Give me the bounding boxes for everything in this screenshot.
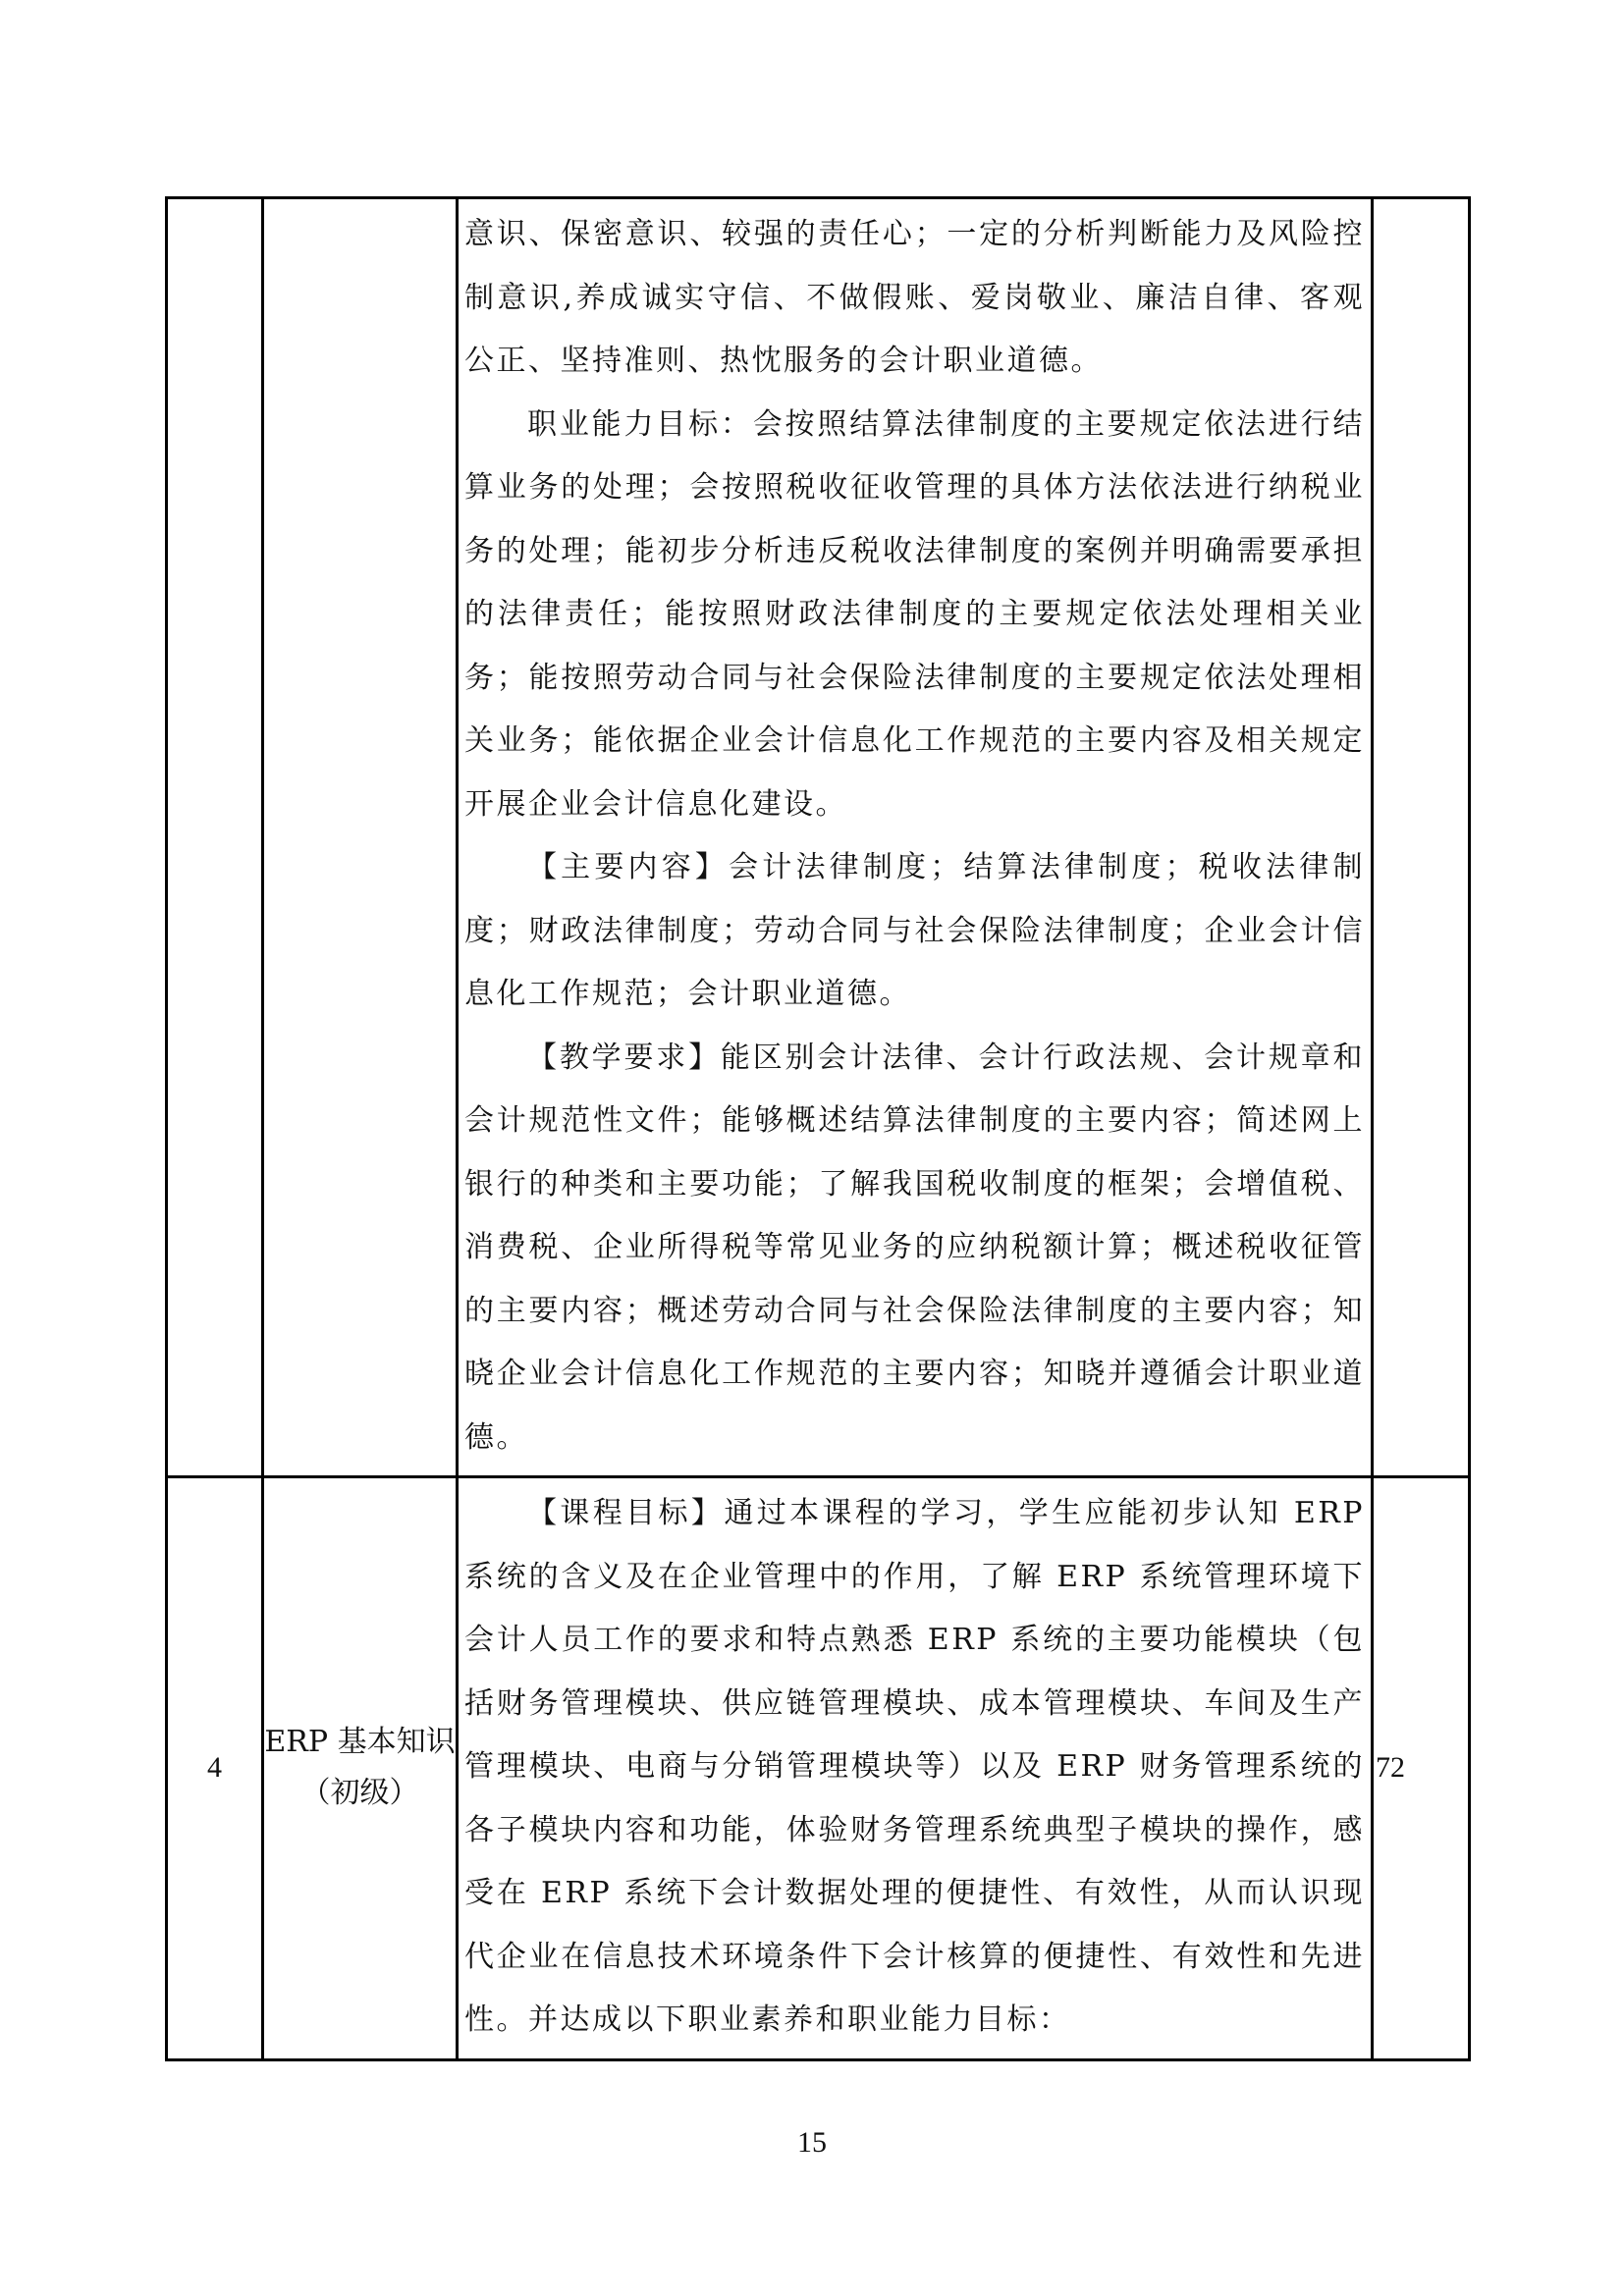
course-hours-cell: 72 (1376, 1751, 1405, 1785)
content-paragraph: 【教学要求】能区别会计法律、会计行政法规、会计规章和会计规范性文件；能够概述结算法律制度的主要内容；简述网上银行的种类和主要功能；了解我国税收制度的框架；会增值税、消费税、企业所得税等常见业务的应纳税额计算；概述税收征管的主要内容；概述劳动合同与社会保险法律制度的主要内容；知晓企业会计信息化工作规范的主要内容；知晓并遵循会计职业道德。 (464, 1040, 1365, 1455)
table-row (165, 196, 1471, 1475)
course-table (165, 196, 1471, 2061)
content-paragraph: 【课程目标】通过本课程的学习，学生应能初步认知 ERP 系统的含义及在企业管理中的作用，了解 ERP 系统管理环境下会计人员工作的要求和特点熟悉 ERP 系统的主要功能模块（包括财务管理模块、供应链管理模块、成本管理模块、车间及生产管理模块、电商与分销管理模块等）以及 ERP 财务管理系统的各子模块内容和功能，体验财务管理系统典型子模块的操作，感受在 ERP 系统下会计数据处理的便捷性、有效性，从而认识现代企业在信息技术环境条件下会计核算的便捷性、有效性和先进性。并达成以下职业素养和职业能力目标： (464, 1496, 1365, 2037)
course-name-cell (264, 1478, 459, 2058)
table-row (165, 1475, 1471, 2061)
course-content-cell (459, 1478, 1374, 2058)
page-number: 15 (797, 2126, 827, 2159)
course-name-cell (264, 199, 459, 1475)
course-level-line: （初级） (300, 1776, 419, 1811)
course-name-line: ERP 基本知识 (264, 1725, 456, 1760)
row-number-cell: 4 (168, 1478, 264, 2058)
course-hours-cell (1374, 199, 1474, 1475)
content-paragraph: 【主要内容】会计法律制度；结算法律制度；税收法律制度；财政法律制度；劳动合同与社会保险法律制度；企业会计信息化工作规范；会计职业道德。 (464, 850, 1365, 1011)
row-number-cell (168, 199, 264, 1475)
content-paragraph: 意识、保密意识、较强的责任心；一定的分析判断能力及风险控制意识,养成诚实守信、不做假账、爱岗敬业、廉洁自律、客观公正、坚持准则、热忱服务的会计职业道德。 (464, 217, 1365, 378)
course-content-cell (459, 199, 1374, 1475)
content-paragraph: 职业能力目标：会按照结算法律制度的主要规定依法进行结算业务的处理；会按照税收征收管理的具体方法依法进行纳税业务的处理；能初步分析违反税收法律制度的案例并明确需要承担的法律责任；能按照财政法律制度的主要规定依法处理相关业务；能按照劳动合同与社会保险法律制度的主要规定依法处理相关业务；能依据企业会计信息化工作规范的主要内容及相关规定开展企业会计信息化建设。 (464, 406, 1365, 822)
